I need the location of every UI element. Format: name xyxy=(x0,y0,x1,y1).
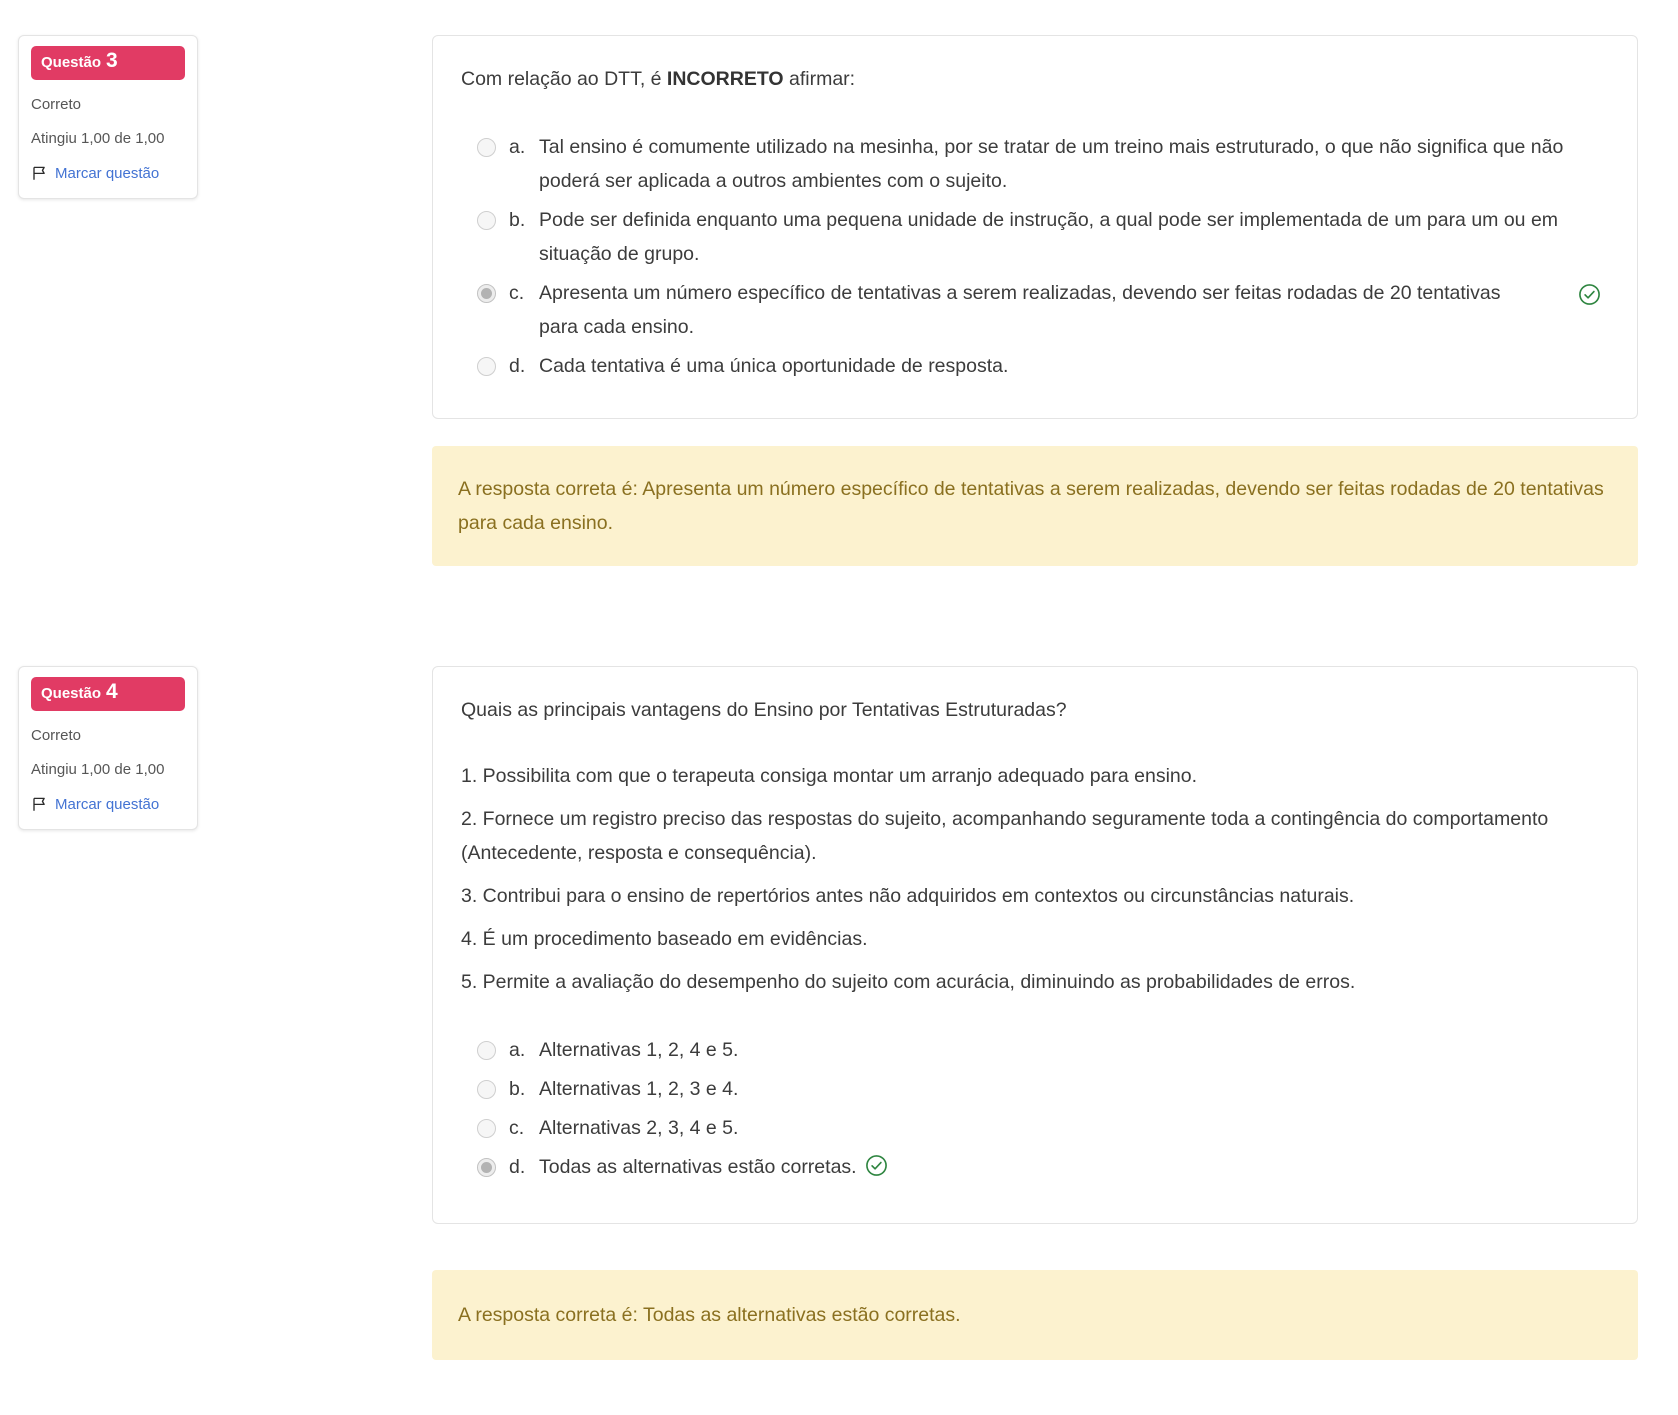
option-letter: d. xyxy=(509,1156,526,1178)
question-status: Correto xyxy=(31,727,82,744)
question-text-bold: INCORRETO xyxy=(666,68,784,90)
answer-option-d[interactable] xyxy=(477,349,1609,383)
answer-option-c[interactable] xyxy=(477,1111,1609,1145)
statement-3: 3. Contribui para o ensino de repertórios antes não adquiridos em contextos ou circunstâncias naturais. xyxy=(461,885,1355,907)
question-text xyxy=(461,62,1609,96)
option-text: Cada tentativa é uma única oportunidade de resposta. xyxy=(539,355,1009,377)
question-block-3 xyxy=(0,35,1678,566)
answer-options xyxy=(461,1033,1609,1188)
option-text-value: Todas as alternativas estão corretas. xyxy=(539,1156,857,1178)
question-grade: Atingiu 1,00 de 1,00 xyxy=(31,130,165,147)
flag-link-label: Marcar questão xyxy=(55,164,160,182)
feedback-box xyxy=(432,1270,1638,1360)
option-text xyxy=(539,1150,1609,1188)
option-text: Alternativas 1, 2, 4 e 5. xyxy=(539,1039,739,1061)
question-card xyxy=(432,666,1638,1224)
question-info-column xyxy=(0,35,432,199)
badge-number: 3 xyxy=(106,49,118,72)
answer-option-b[interactable] xyxy=(477,203,1609,271)
option-text: Apresenta um número específico de tentativas a serem realizadas, devendo ser feitas rodadas de 20 tentativas para cada ensino. xyxy=(539,282,1501,338)
option-text: Tal ensino é comumente utilizado na mesinha, por se tratar de um treino mais estruturado, o que não significa que não poderá ser aplicada a outros ambientes com o sujeito. xyxy=(539,136,1564,192)
badge-label: Questão xyxy=(41,685,102,702)
option-letter: d. xyxy=(509,355,526,377)
question-text: Quais as principais vantagens do Ensino por Tentativas Estruturadas? xyxy=(461,699,1067,721)
answer-option-a[interactable] xyxy=(477,130,1609,198)
option-letter: b. xyxy=(509,209,526,231)
question-content-column xyxy=(432,666,1638,1360)
answer-option-b[interactable] xyxy=(477,1072,1609,1106)
option-text: Alternativas 2, 3, 4 e 5. xyxy=(539,1117,739,1139)
answer-option-c[interactable] xyxy=(477,276,1609,344)
statement-5: 5. Permite a avaliação do desempenho do sujeito com acurácia, diminuindo as probabilidades de erros. xyxy=(461,971,1356,993)
option-letter: c. xyxy=(509,282,525,304)
option-radio[interactable] xyxy=(477,1158,496,1177)
correct-answer-icon xyxy=(865,1154,888,1188)
question-text-part: afirmar: xyxy=(783,68,856,90)
feedback-text: A resposta correta é: Apresenta um número específico de tentativas a serem realizadas, devendo ser feitas rodadas de 20 tentativas para cada ensino. xyxy=(458,478,1604,534)
question-info-card xyxy=(18,666,198,830)
question-block-4 xyxy=(0,666,1678,1360)
statement-1: 1. Possibilita com que o terapeuta consiga montar um arranjo adequado para ensino. xyxy=(461,765,1198,787)
flag-question-link[interactable] xyxy=(31,164,185,182)
option-text: Pode ser definida enquanto uma pequena unidade de instrução, a qual pode ser implementada de um para um ou em situação de grupo. xyxy=(539,209,1559,265)
answer-option-d[interactable] xyxy=(477,1150,1609,1188)
option-radio[interactable] xyxy=(477,1119,496,1138)
option-radio[interactable] xyxy=(477,284,496,303)
flag-question-link[interactable] xyxy=(31,795,185,813)
badge-number: 4 xyxy=(106,680,118,703)
statement-4: 4. É um procedimento baseado em evidências. xyxy=(461,928,868,950)
feedback-text: A resposta correta é: Todas as alternativas estão corretas. xyxy=(458,1304,961,1326)
correct-answer-icon xyxy=(1578,283,1601,317)
option-radio[interactable] xyxy=(477,138,496,157)
question-statements xyxy=(461,759,1609,999)
answer-options xyxy=(461,130,1609,383)
feedback-box xyxy=(432,446,1638,566)
question-text-part: Com relação ao DTT, é xyxy=(461,68,667,90)
question-info-card xyxy=(18,35,198,199)
question-card xyxy=(432,35,1638,419)
option-radio[interactable] xyxy=(477,357,496,376)
option-letter: a. xyxy=(509,1039,526,1061)
option-letter: b. xyxy=(509,1078,526,1100)
option-radio[interactable] xyxy=(477,1041,496,1060)
question-status: Correto xyxy=(31,96,82,113)
question-number-badge xyxy=(31,46,185,80)
option-text: Alternativas 1, 2, 3 e 4. xyxy=(539,1078,739,1100)
option-letter: c. xyxy=(509,1117,525,1139)
statement-2: 2. Fornece um registro preciso das respostas do sujeito, acompanhando seguramente toda a contingência do comportamento (Antecedente, resposta e consequência). xyxy=(461,808,1549,864)
flag-icon xyxy=(31,164,49,182)
option-radio[interactable] xyxy=(477,1080,496,1099)
option-letter: a. xyxy=(509,136,526,158)
question-info-column xyxy=(0,666,432,830)
answer-option-a[interactable] xyxy=(477,1033,1609,1067)
badge-label: Questão xyxy=(41,54,102,71)
question-grade: Atingiu 1,00 de 1,00 xyxy=(31,761,165,778)
flag-icon xyxy=(31,795,49,813)
option-radio[interactable] xyxy=(477,211,496,230)
question-number-badge xyxy=(31,677,185,711)
flag-link-label: Marcar questão xyxy=(55,795,160,813)
question-content-column xyxy=(432,35,1638,566)
